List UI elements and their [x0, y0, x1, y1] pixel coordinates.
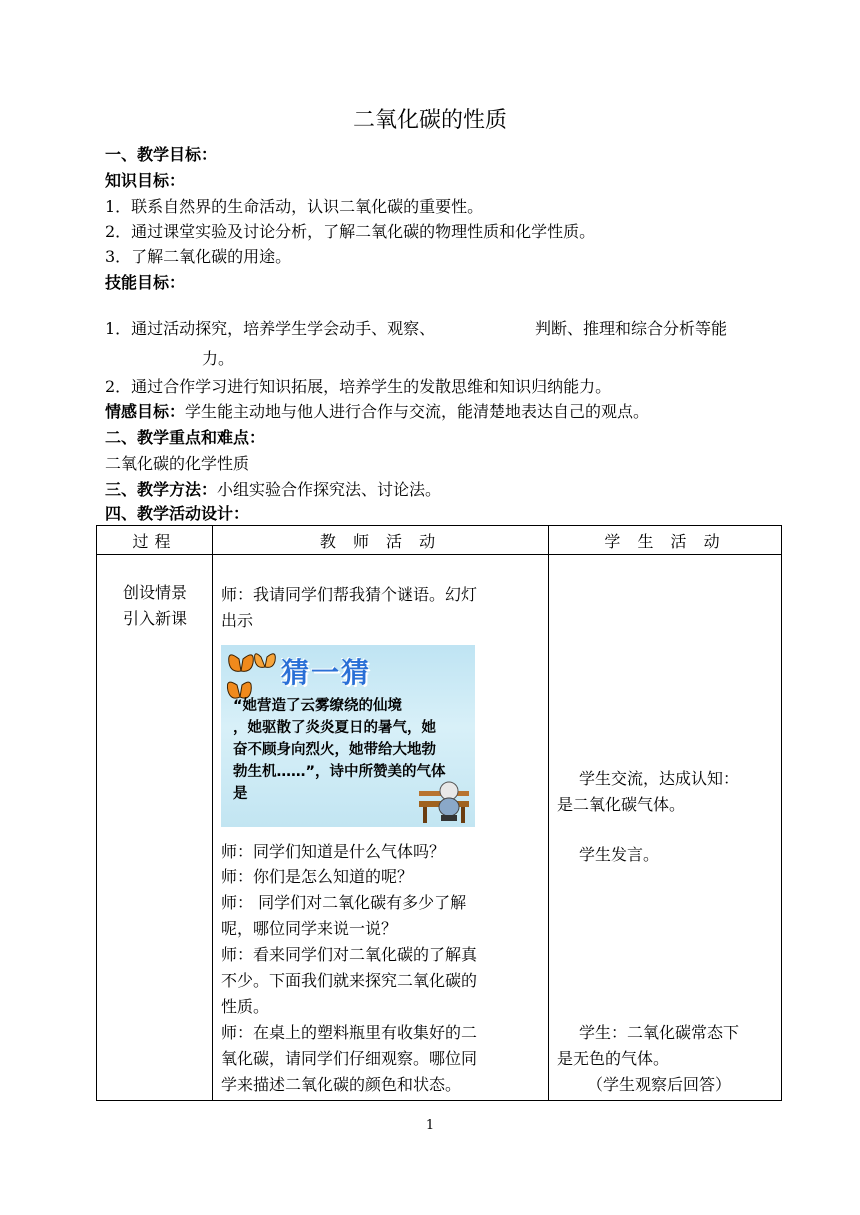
- student-text: 学生交流，达成认知：: [579, 769, 740, 788]
- key-points-text: 二氧化碳的化学性质: [105, 454, 250, 473]
- student-line: 是无色的气体。: [557, 1049, 670, 1068]
- teacher-line: 师：我请同学们帮我猜个谜语。幻灯: [221, 585, 478, 604]
- teacher-line: 学来描述二氧化碳的颜色和状态。: [221, 1075, 462, 1094]
- process-line-2: 引入新课: [122, 609, 187, 628]
- riddle-slide-image: [221, 645, 475, 827]
- slide-line: ，她驱散了炎炎夏日的暑气，她: [233, 720, 436, 736]
- knowledge-item-1: 1．联系自然界的生命活动，认识二氧化碳的重要性。: [105, 197, 484, 216]
- student-line: 是二氧化碳气体。: [557, 795, 686, 814]
- teacher-line: 不少。下面我们就来探究二氧化碳的: [221, 971, 478, 990]
- slide-line: “她营造了云雾缭绕的仙境: [233, 698, 403, 714]
- knowledge-objectives-heading: 知识目标：: [105, 171, 186, 190]
- methods-text: 小组实验合作探究法、讨论法。: [217, 480, 442, 499]
- slide-title: 猜一猜: [281, 656, 372, 689]
- teacher-line: 师：同学们知道是什么气体吗？: [221, 842, 446, 861]
- knowledge-item-2: 2．通过课堂实验及讨论分析，了解二氧化碳的物理性质和化学性质。: [105, 222, 596, 241]
- skill-item-1c: 力。: [202, 349, 235, 368]
- section-key-points-heading: 二、教学重点和难点：: [105, 428, 266, 447]
- teacher-line: 师：你们是怎么知道的呢？: [221, 867, 414, 886]
- teacher-cell: [213, 555, 549, 1101]
- process-line-1: 创设情景: [122, 583, 187, 602]
- header-process: 过程: [97, 526, 213, 555]
- methods-heading: 三、教学方法：: [105, 480, 218, 499]
- bench-character-icon: [417, 777, 473, 825]
- slide-line: 勃生机……”，诗中所赞美的气体: [233, 764, 446, 780]
- section-objectives-heading: 一、教学目标：: [105, 145, 218, 164]
- student-line: 学生：二氧化碳常态下: [579, 1023, 740, 1042]
- emotion-heading: 情感目标：: [105, 402, 186, 421]
- page-title: 二氧化碳的性质: [352, 108, 507, 133]
- slide-line: 奋不顾身向烈火，她带给大地勃: [233, 742, 436, 758]
- table-row: [97, 555, 782, 1101]
- knowledge-item-3: 3．了解二氧化碳的用途。: [105, 247, 292, 266]
- header-student: 学 生 活 动: [549, 526, 782, 555]
- table-header-row: [97, 526, 782, 555]
- student-note: （学生观察后回答）: [587, 1075, 732, 1094]
- teacher-line: 师： 同学们对二氧化碳有多少了解: [221, 893, 467, 912]
- skill-item-2: 2．通过合作学习进行知识拓展，培养学生的发散思维和知识归纳能力。: [105, 377, 612, 396]
- section-methods: [105, 479, 441, 501]
- teacher-line: 性质。: [221, 997, 270, 1016]
- activity-table: [96, 525, 782, 1101]
- teacher-line: 呢，哪位同学来说一说？: [221, 919, 398, 938]
- student-line: [557, 767, 739, 791]
- slide-line: 是: [233, 786, 248, 802]
- emotion-objectives: [105, 401, 649, 423]
- emotion-text: 学生能主动地与他人进行合作与交流，能清楚地表达自己的观点。: [185, 402, 650, 421]
- teacher-line: 师：在桌上的塑料瓶里有收集好的二: [221, 1023, 478, 1042]
- skill-item-1b: 判断、推理和综合分析等能: [535, 319, 728, 338]
- section-activity-heading: 四、教学活动设计：: [105, 504, 250, 523]
- page-number: 1: [425, 1118, 435, 1133]
- process-cell: [97, 555, 213, 1101]
- student-line: 学生发言。: [579, 845, 660, 864]
- header-teacher: 教 师 活 动: [213, 526, 549, 555]
- skill-objectives-heading: 技能目标：: [105, 273, 186, 292]
- teacher-line: 氧化碳，请同学们仔细观察。哪位同: [221, 1049, 478, 1068]
- student-cell: [549, 555, 782, 1101]
- teacher-line: 出示: [221, 611, 254, 630]
- teacher-line: 师：看来同学们对二氧化碳的了解真: [221, 945, 478, 964]
- skill-item-1a: 1．通过活动探究，培养学生学会动手、观察、: [105, 319, 436, 338]
